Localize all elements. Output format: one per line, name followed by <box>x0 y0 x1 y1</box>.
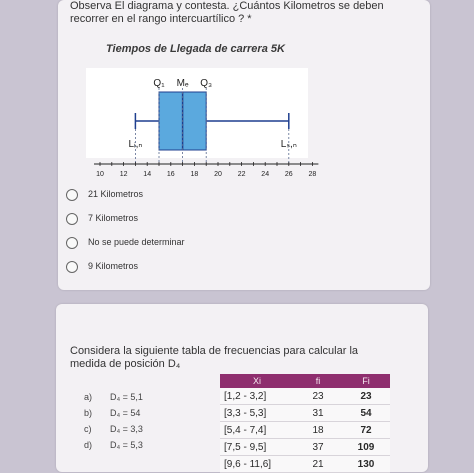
tick-label: 28 <box>308 171 317 178</box>
choice-letter: b) <box>84 408 93 418</box>
tick-label: 14 <box>143 171 152 178</box>
question-card-2 <box>56 304 428 472</box>
q1-label: Q₁ <box>153 78 165 89</box>
header-Fi: Fi <box>342 374 390 388</box>
cell-Fi: 54 <box>342 405 390 422</box>
tick-label: 20 <box>214 171 222 178</box>
cell-xi: [3,3 - 5,3] <box>220 405 294 422</box>
median-label: Mₑ <box>176 78 189 89</box>
table-header-row <box>220 374 390 388</box>
q3-label: Q₃ <box>200 78 213 89</box>
header-fi: fi <box>294 374 342 388</box>
tick-label: 26 <box>284 171 293 178</box>
cell-xi: [1,2 - 3,2] <box>220 388 294 405</box>
tick-label: 10 <box>96 171 104 178</box>
cell-Fi: 23 <box>342 388 390 405</box>
max-label: Lₛ,ₙ <box>280 139 297 150</box>
choice-text: D₄ = 5,1 <box>110 392 143 402</box>
table-row <box>220 422 390 439</box>
choice-text: D₄ = 54 <box>110 408 141 418</box>
table-row <box>220 456 390 473</box>
boxplot-chart <box>86 62 336 180</box>
question-1-text: Observa El diagrama y contesta. ¿Cuántos Kilometros se deben recorrer en el rango intercuartílico ? * <box>70 0 384 25</box>
cell-xi: [5,4 - 7,4] <box>220 422 294 439</box>
cell-Fi: 109 <box>342 439 390 456</box>
question-2-text: Considera la siguiente tabla de frecuencias para calcular la medida de posición D₄ <box>70 345 359 370</box>
radio-button[interactable] <box>66 261 78 273</box>
question-card-1 <box>58 0 430 290</box>
header-xi: Xi <box>220 374 294 388</box>
tick-label: 16 <box>166 171 175 178</box>
option-label: 9 Kilometros <box>88 261 139 271</box>
frequency-table <box>220 374 390 473</box>
cell-fi: 23 <box>294 388 342 405</box>
table-row <box>220 388 390 405</box>
choice-letter: c) <box>84 424 92 434</box>
cell-fi: 21 <box>294 456 342 473</box>
tick-label: 24 <box>261 171 270 178</box>
cell-fi: 37 <box>294 439 342 456</box>
tick-label: 18 <box>190 171 199 178</box>
option-label: 21 Kilometros <box>88 189 144 199</box>
option-label: No se puede determinar <box>88 237 185 247</box>
cell-Fi: 72 <box>342 422 390 439</box>
table-row <box>220 439 390 456</box>
cell-fi: 31 <box>294 405 342 422</box>
choice-letter: d) <box>84 440 93 450</box>
figure-title: Tiempos de Llegada de carrera 5K <box>106 43 285 55</box>
option-label: 7 Kilometros <box>88 213 139 223</box>
choice-letter: a) <box>84 392 93 402</box>
cell-xi: [7,5 - 9,5] <box>220 439 294 456</box>
tick-label: 12 <box>119 171 128 178</box>
table-row <box>220 405 390 422</box>
radio-button[interactable] <box>66 213 78 225</box>
choice-text: D₄ = 3,3 <box>110 424 143 434</box>
cell-xi: [9,6 - 11,6] <box>220 456 294 473</box>
choice-text: D₄ = 5,3 <box>110 440 143 450</box>
tick-label: 22 <box>237 171 246 178</box>
radio-button[interactable] <box>66 237 78 249</box>
min-label: Lᵢ,ₙ <box>128 139 143 150</box>
cell-Fi: 130 <box>342 456 390 473</box>
boxplot-figure <box>86 40 336 180</box>
cell-fi: 18 <box>294 422 342 439</box>
radio-button[interactable] <box>66 189 78 201</box>
